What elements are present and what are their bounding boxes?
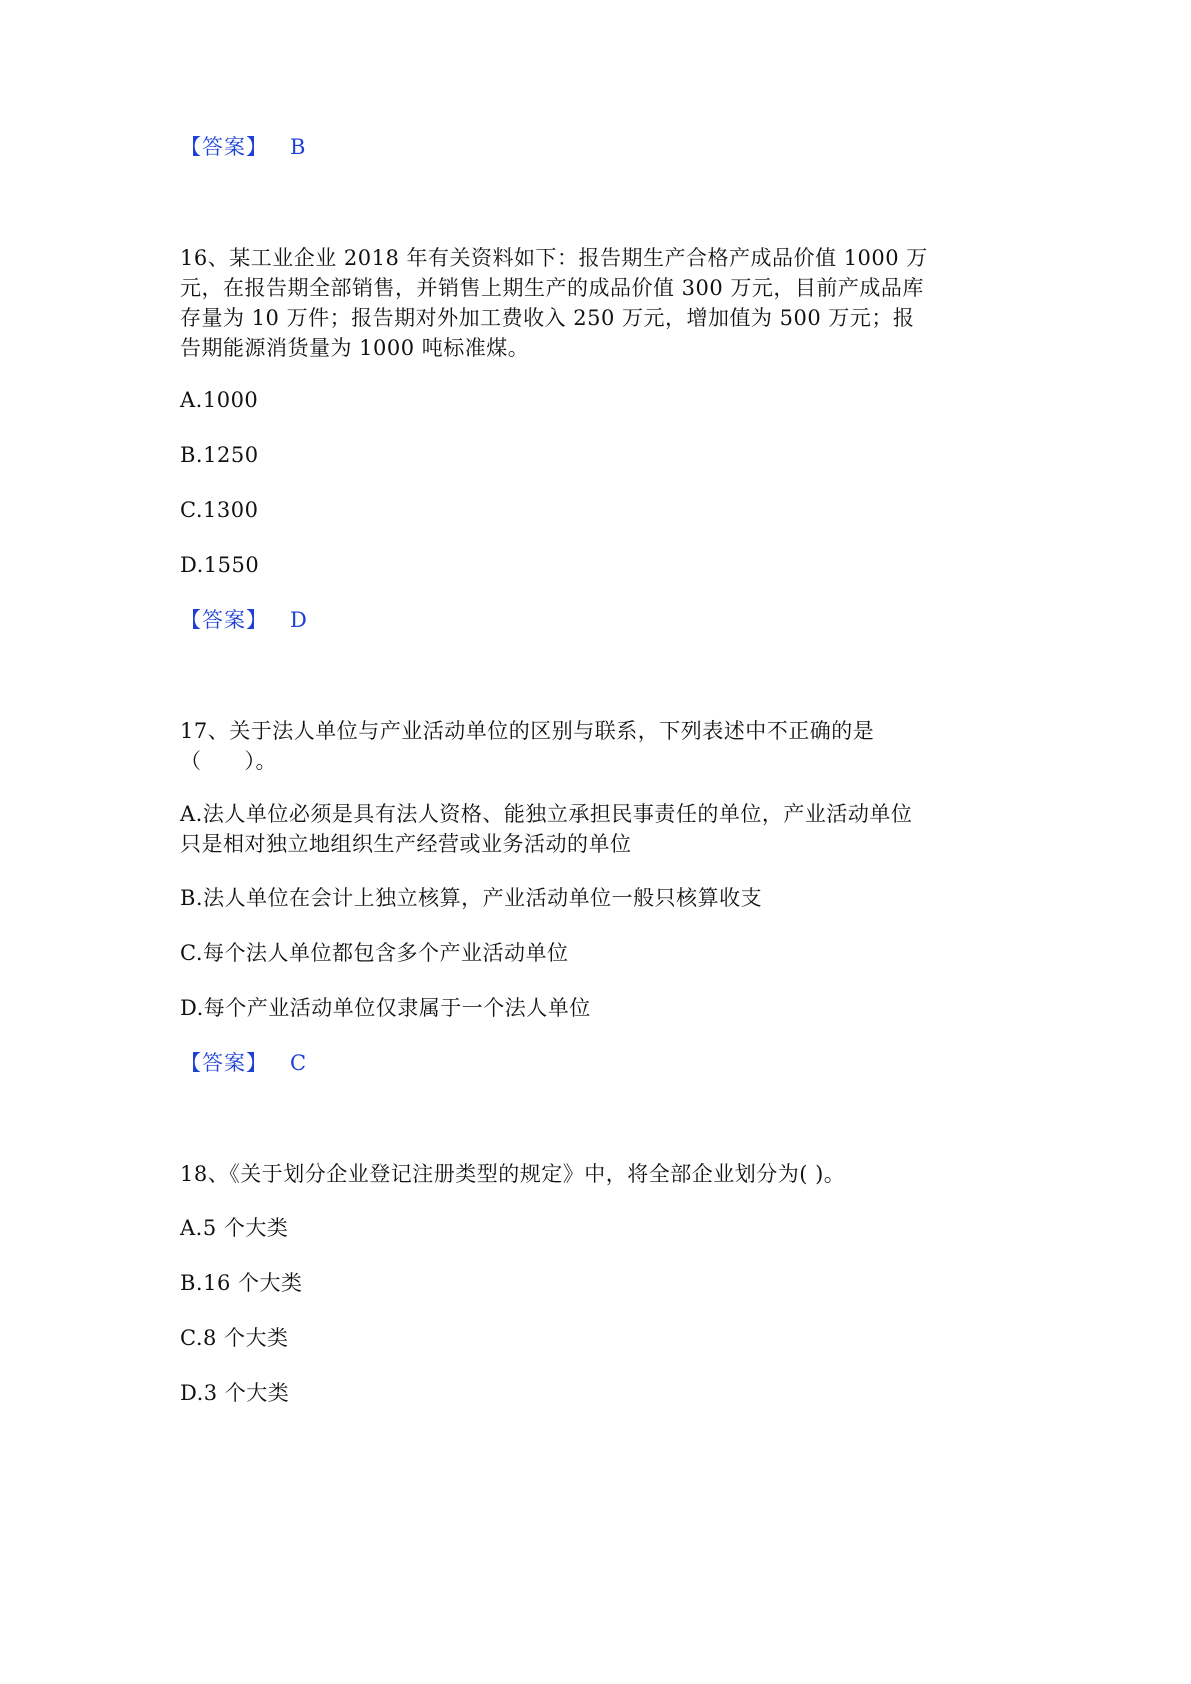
question-17-text-line-1: 17、关于法人单位与产业活动单位的区别与联系，下列表述中不正确的是 <box>180 719 875 743</box>
question-16-text-line-3: 存量为 10 万件；报告期对外加工费收入 250 万元，增加值为 500 万元；报 <box>180 306 915 330</box>
question-17-text-line-2: （ ）。 <box>180 749 277 773</box>
question-18-option-d: D.3 个大类 <box>180 1381 290 1405</box>
question-18-option-b: B.16 个大类 <box>180 1271 303 1295</box>
answer-line-15 <box>180 132 306 162</box>
answer-line-16 <box>180 605 307 635</box>
question-18-option-a: A.5 个大类 <box>180 1216 289 1240</box>
answer-label: 【答案】 <box>180 135 268 159</box>
question-18-text-line-1: 18、《关于划分企业登记注册类型的规定》中，将全部企业划分为( )。 <box>180 1162 846 1186</box>
question-17-option-c: C.每个法人单位都包含多个产业活动单位 <box>180 941 569 965</box>
question-16-option-a: A.1000 <box>180 388 259 412</box>
answer-value: B <box>290 135 306 159</box>
question-17-option-d: D.每个产业活动单位仅隶属于一个法人单位 <box>180 996 591 1020</box>
answer-label: 【答案】 <box>180 608 268 632</box>
question-18-option-c: C.8 个大类 <box>180 1326 289 1350</box>
answer-value: D <box>290 608 308 632</box>
question-17-option-a-line-1: A.法人单位必须是具有法人资格、能独立承担民事责任的单位，产业活动单位 <box>180 802 913 826</box>
question-16-text-line-1: 16、某工业企业 2018 年有关资料如下：报告期生产合格产成品价值 1000 万 <box>180 246 928 270</box>
question-16-text-line-4: 告期能源消货量为 1000 吨标准煤。 <box>180 336 530 360</box>
question-16-text-line-2: 元，在报告期全部销售，并销售上期生产的成品价值 300 万元，目前产成品库 <box>180 276 924 300</box>
question-17-option-a-line-2: 只是相对独立地组织生产经营或业务活动的单位 <box>180 832 632 856</box>
question-17-option-b: B.法人单位在会计上独立核算，产业活动单位一般只核算收支 <box>180 886 763 910</box>
question-16-option-d: D.1550 <box>180 553 260 577</box>
answer-line-17 <box>180 1048 307 1078</box>
question-16-option-b: B.1250 <box>180 443 259 467</box>
answer-value: C <box>290 1051 307 1075</box>
question-16-option-c: C.1300 <box>180 498 259 522</box>
answer-label: 【答案】 <box>180 1051 268 1075</box>
